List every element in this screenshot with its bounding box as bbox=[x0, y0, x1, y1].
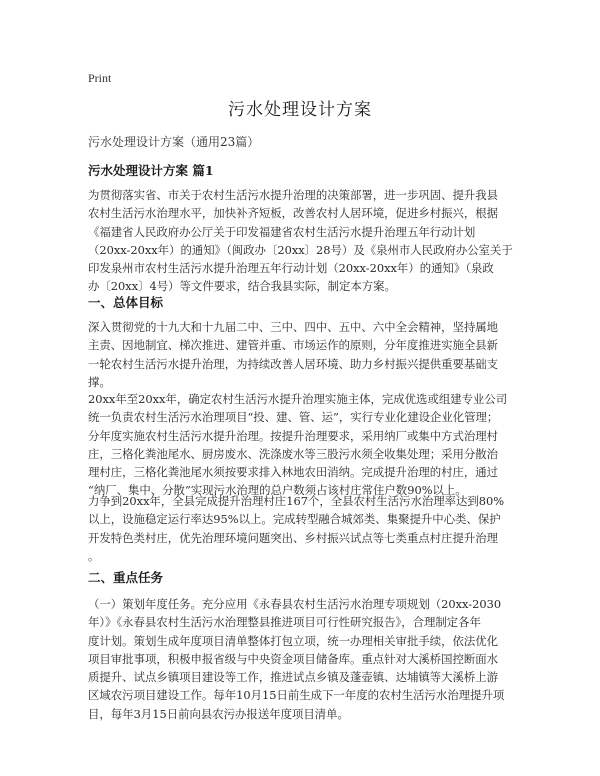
text-line: 20xx年至20xx年，确定农村生活污水提升治理实施主体，完成优选或组建专业公司 bbox=[88, 392, 508, 406]
text-line: 力争到20xx年，全县完成提升治理村庄167个，全县农村生活污水治理率达到80% bbox=[88, 494, 505, 508]
text-line: 项目审批事项，积极申报省级与中央资金项目储备库。重点针对大溪桥国控断面水 bbox=[88, 651, 499, 666]
text-line: 为贯彻落实省、市关于农村生活污水提升治理的决策部署，进一步巩固、提升我县 bbox=[88, 188, 499, 202]
text-line: 主责、因地制宜、梯次推进、建管并重、市场运作的原则，分年度推进实施全县新 bbox=[88, 338, 499, 353]
text-line: 以上，设施稳定运行率达95%以上。完成转型融合城郊类、集聚提升中心类、保护 bbox=[88, 512, 501, 527]
text-line: 办〔20xx〕4号）等文件要求，结合我县实际，制定本方案。 bbox=[88, 279, 396, 294]
text-line: （一）策划年度任务。充分应用《永春县农村生活污水治理专项规划（20xx-2030 bbox=[88, 597, 502, 611]
text-line: （20xx-20xx年）的通知》（闽政办〔20xx〕28号）及《泉州市人民政府办公室关于 bbox=[88, 242, 513, 257]
text-line: 《福建省人民政府办公厅关于印发福建省农村生活污水提升治理五年行动计划 bbox=[88, 224, 476, 239]
text-line: 年）》《永春县农村生活污水治理整县推进项目可行性研究报告》，合理制定各年 bbox=[88, 615, 481, 630]
text-line: 分年度实施农村生活污水提升治理。按提升治理要求，采用纳厂或集中方式治理村 bbox=[88, 428, 499, 443]
text-line: “纳厂、集中、分散”实现污水治理的总户数须占该村庄常住户数90%以上。 bbox=[88, 483, 467, 498]
document-title: 污水处理设计方案 bbox=[228, 100, 372, 120]
task-paragraph-1 bbox=[88, 595, 516, 723]
text-line: 质提升、试点乡镇项目建设等工作，推进试点乡镇及蓬壶镇、达埔镇等大溪桥上游 bbox=[88, 670, 499, 685]
text-line: 深入贯彻党的十九大和十九届二中、三中、四中、五中、六中全会精神，坚持属地 bbox=[88, 320, 499, 334]
text-line: 度计划。策划生成年度项目清单整体打包立项，统一办理相关审批手续，依法优化 bbox=[88, 633, 499, 648]
text-line: 一轮农村生活污水提升治理，为持续改善人居环境、助力乡村振兴提供重要基础支 bbox=[88, 356, 499, 371]
intro-paragraph bbox=[88, 186, 516, 296]
goal-paragraph-1 bbox=[88, 318, 516, 391]
heading-goals: 一、总体目标 bbox=[88, 295, 164, 310]
text-line: 目，每年3月15日前向县农污办报送年度项目清单。 bbox=[88, 706, 349, 721]
document-subtitle: 污水处理设计方案（通用23篇） bbox=[88, 135, 260, 149]
text-line: 开发特色类村庄，优先治理环境问题突出、乡村振兴试点等七类重点村庄提升治理 bbox=[88, 530, 499, 545]
text-line: 。 bbox=[88, 548, 100, 563]
text-line: 印发泉州市农村生活污水提升治理五年行动计划（20xx-20xx年）的通知》（泉政 bbox=[88, 261, 494, 276]
text-line: 庄，三格化粪池尾水、厨房废水、洗涤废水等三股污水须全收集处理；采用分散治 bbox=[88, 446, 499, 461]
heading-key-tasks: 二、重点任务 bbox=[88, 570, 164, 585]
print-label[interactable]: Print bbox=[88, 71, 112, 85]
text-line: 统一负责农村生活污水治理项目“投、建、管、运”，实行专业化建设企业化管理； bbox=[88, 410, 499, 425]
text-line: 区域农污项目建设工作。每年10月15日前生成下一年度的农村生活污水治理提升项 bbox=[88, 688, 505, 703]
text-line: 理村庄，三格化粪池尾水须按要求排入林地农田消纳。完成提升治理的村庄，通过 bbox=[88, 465, 499, 480]
text-line: 农村生活污水治理水平，加快补齐短板，改善农村人居环境，促进乡村振兴，根据 bbox=[88, 206, 499, 221]
section-title: 污水处理设计方案 篇1 bbox=[88, 163, 214, 178]
goal-paragraph-3 bbox=[88, 492, 516, 565]
goal-paragraph-2 bbox=[88, 390, 516, 500]
text-line: 撑。 bbox=[88, 374, 111, 389]
